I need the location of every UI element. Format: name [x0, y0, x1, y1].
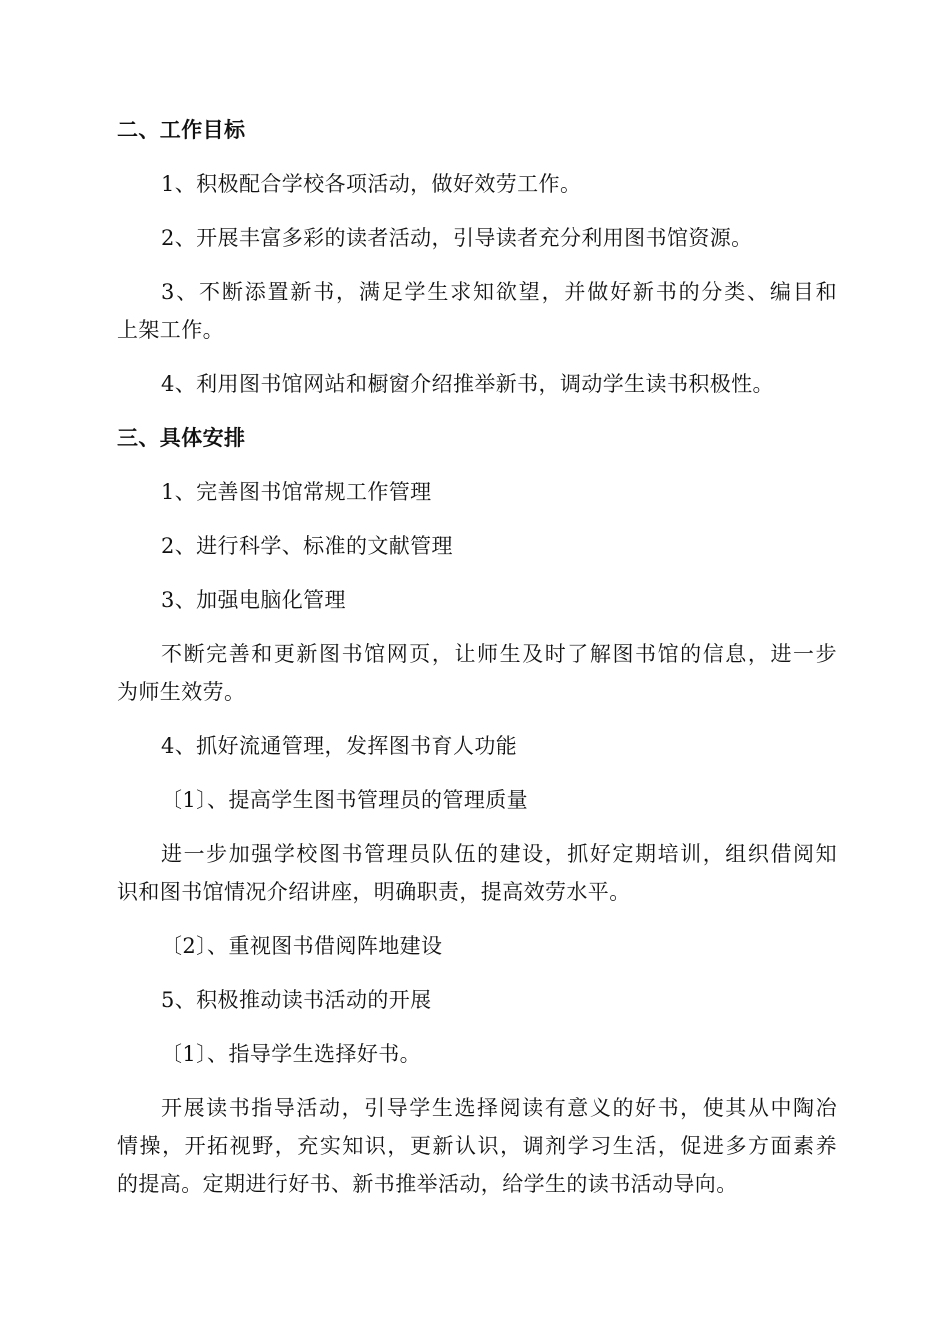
sub-item-1-librarian-quality: 〔1〕、提高学生图书管理员的管理质量	[161, 788, 529, 812]
paragraph-training-line-2: 识和图书馆情况介绍讲座，明确职责，提高效劳水平。	[117, 880, 631, 904]
goal-item-4: 4、利用图书馆网站和橱窗介绍推举新书，调动学生读书积极性。	[161, 372, 774, 396]
arrangement-item-1: 1、完善图书馆常规工作管理	[161, 480, 432, 504]
arrangement-item-5: 5、积极推动读书活动的开展	[161, 988, 432, 1012]
goal-item-3-line-1: 3、不断添置新书，满足学生求知欲望，并做好新书的分类、编目和	[161, 280, 837, 304]
paragraph-reading-line-3: 的提高。定期进行好书、新书推举活动，给学生的读书活动导向。	[117, 1172, 738, 1196]
section-heading-arrangements: 三、具体安排	[117, 426, 246, 450]
goal-item-1: 1、积极配合学校各项活动，做好效劳工作。	[161, 172, 582, 196]
goal-item-2: 2、开展丰富多彩的读者活动，引导读者充分利用图书馆资源。	[161, 226, 753, 250]
sub-item-1-choose-books: 〔1〕、指导学生选择好书。	[161, 1042, 422, 1066]
arrangement-item-4: 4、抓好流通管理，发挥图书育人功能	[161, 734, 518, 758]
arrangement-item-3: 3、加强电脑化管理	[161, 588, 346, 612]
paragraph-webpage-line-2: 为师生效劳。	[117, 680, 246, 704]
section-heading-work-goals: 二、工作目标	[117, 118, 246, 142]
arrangement-item-2: 2、进行科学、标准的文献管理	[161, 534, 453, 558]
paragraph-reading-line-1: 开展读书指导活动，引导学生选择阅读有意义的好书，使其从中陶冶	[161, 1096, 837, 1120]
paragraph-reading-line-2: 情操，开拓视野，充实知识，更新认识，调剂学习生活，促进多方面素养	[117, 1134, 837, 1158]
paragraph-training-line-1: 进一步加强学校图书管理员队伍的建设，抓好定期培训，组织借阅知	[161, 842, 837, 866]
sub-item-2-borrowing-base: 〔2〕、重视图书借阅阵地建设	[161, 934, 443, 958]
goal-item-3-line-2: 上架工作。	[117, 318, 224, 342]
paragraph-webpage-line-1: 不断完善和更新图书馆网页，让师生及时了解图书馆的信息，进一步	[161, 642, 837, 666]
